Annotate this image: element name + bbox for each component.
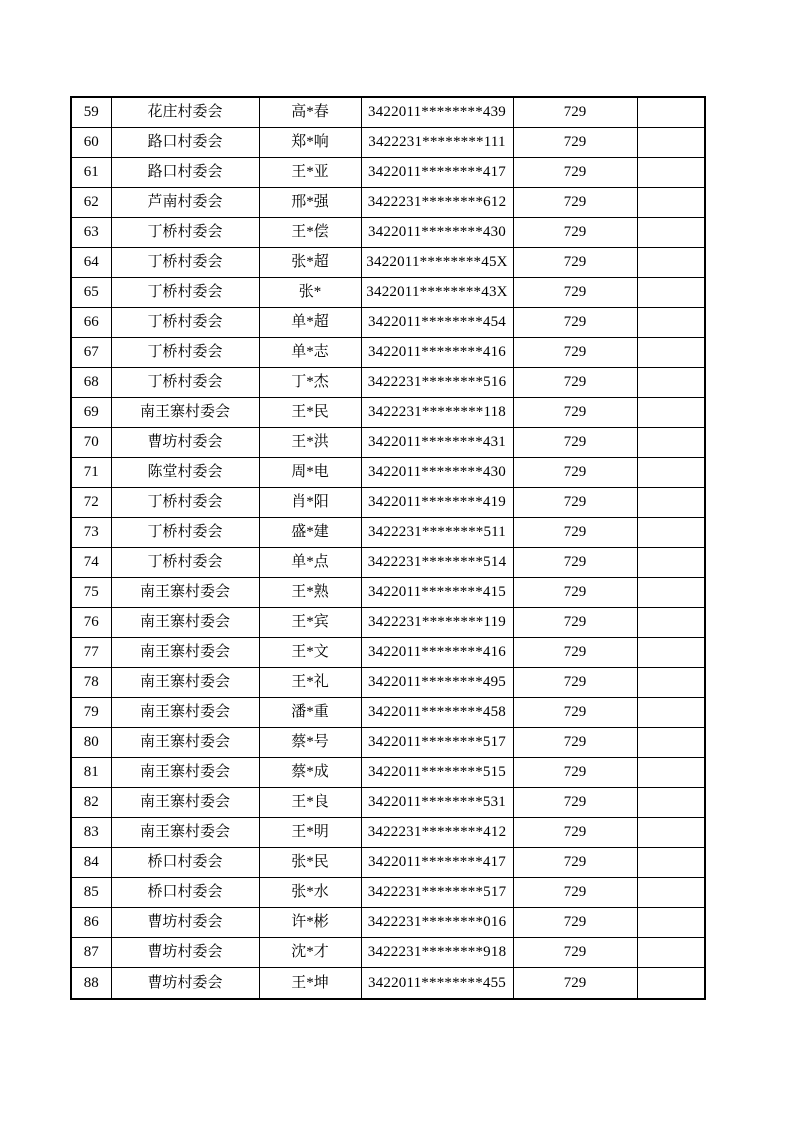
person-name-cell: 郑*响 xyxy=(259,128,361,158)
empty-note-cell xyxy=(637,608,705,638)
serial-number-cell: 74 xyxy=(71,548,111,578)
serial-number-cell: 70 xyxy=(71,428,111,458)
id-number-cell: 3422011********431 xyxy=(361,428,513,458)
person-name-cell: 周*电 xyxy=(259,458,361,488)
person-name-cell: 王*洪 xyxy=(259,428,361,458)
village-committee-cell: 路口村委会 xyxy=(111,128,259,158)
serial-number-cell: 80 xyxy=(71,728,111,758)
person-name-cell: 王*宾 xyxy=(259,608,361,638)
id-number-cell: 3422011********517 xyxy=(361,728,513,758)
empty-note-cell xyxy=(637,458,705,488)
serial-number-cell: 67 xyxy=(71,338,111,368)
empty-note-cell xyxy=(637,128,705,158)
amount-cell: 729 xyxy=(513,158,637,188)
amount-cell: 729 xyxy=(513,488,637,518)
serial-number-cell: 68 xyxy=(71,368,111,398)
serial-number-cell: 63 xyxy=(71,218,111,248)
serial-number-cell: 76 xyxy=(71,608,111,638)
id-number-cell: 3422231********412 xyxy=(361,818,513,848)
village-committee-cell: 南王寨村委会 xyxy=(111,818,259,848)
empty-note-cell xyxy=(637,788,705,818)
table-row xyxy=(71,338,705,368)
serial-number-cell: 72 xyxy=(71,488,111,518)
village-committee-cell: 陈堂村委会 xyxy=(111,458,259,488)
person-name-cell: 蔡*号 xyxy=(259,728,361,758)
village-committee-cell: 南王寨村委会 xyxy=(111,728,259,758)
serial-number-cell: 84 xyxy=(71,848,111,878)
amount-cell: 729 xyxy=(513,458,637,488)
amount-cell: 729 xyxy=(513,608,637,638)
serial-number-cell: 78 xyxy=(71,668,111,698)
village-committee-cell: 丁桥村委会 xyxy=(111,278,259,308)
empty-note-cell xyxy=(637,638,705,668)
table-row xyxy=(71,788,705,818)
empty-note-cell xyxy=(637,698,705,728)
person-name-cell: 王*熟 xyxy=(259,578,361,608)
id-number-cell: 3422011********531 xyxy=(361,788,513,818)
village-committee-cell: 桥口村委会 xyxy=(111,848,259,878)
person-name-cell: 潘*重 xyxy=(259,698,361,728)
amount-cell: 729 xyxy=(513,698,637,728)
table-row xyxy=(71,488,705,518)
serial-number-cell: 88 xyxy=(71,968,111,999)
table-row xyxy=(71,848,705,878)
serial-number-cell: 62 xyxy=(71,188,111,218)
empty-note-cell xyxy=(637,188,705,218)
empty-note-cell xyxy=(637,368,705,398)
person-name-cell: 王*民 xyxy=(259,398,361,428)
serial-number-cell: 87 xyxy=(71,938,111,968)
table-row xyxy=(71,818,705,848)
person-name-cell: 王*礼 xyxy=(259,668,361,698)
village-committee-cell: 曹坊村委会 xyxy=(111,968,259,999)
id-number-cell: 3422231********511 xyxy=(361,518,513,548)
serial-number-cell: 75 xyxy=(71,578,111,608)
amount-cell: 729 xyxy=(513,908,637,938)
table-row xyxy=(71,878,705,908)
table-row xyxy=(71,218,705,248)
id-number-cell: 3422011********455 xyxy=(361,968,513,999)
village-committee-cell: 南王寨村委会 xyxy=(111,668,259,698)
village-committee-cell: 芦南村委会 xyxy=(111,188,259,218)
id-number-cell: 3422011********458 xyxy=(361,698,513,728)
id-number-cell: 3422011********417 xyxy=(361,848,513,878)
id-number-cell: 3422011********495 xyxy=(361,668,513,698)
person-name-cell: 高*春 xyxy=(259,97,361,128)
person-name-cell: 单*志 xyxy=(259,338,361,368)
village-committee-cell: 丁桥村委会 xyxy=(111,218,259,248)
person-name-cell: 蔡*成 xyxy=(259,758,361,788)
amount-cell: 729 xyxy=(513,338,637,368)
id-number-cell: 3422011********416 xyxy=(361,338,513,368)
table-body xyxy=(71,97,705,999)
serial-number-cell: 86 xyxy=(71,908,111,938)
amount-cell: 729 xyxy=(513,278,637,308)
empty-note-cell xyxy=(637,548,705,578)
empty-note-cell xyxy=(637,938,705,968)
serial-number-cell: 69 xyxy=(71,398,111,428)
amount-cell: 729 xyxy=(513,788,637,818)
empty-note-cell xyxy=(637,578,705,608)
amount-cell: 729 xyxy=(513,188,637,218)
empty-note-cell xyxy=(637,338,705,368)
person-name-cell: 肖*阳 xyxy=(259,488,361,518)
table-row xyxy=(71,908,705,938)
table-row xyxy=(71,248,705,278)
id-number-cell: 3422231********119 xyxy=(361,608,513,638)
id-number-cell: 3422231********514 xyxy=(361,548,513,578)
person-name-cell: 张*水 xyxy=(259,878,361,908)
table-row xyxy=(71,458,705,488)
village-committee-cell: 曹坊村委会 xyxy=(111,428,259,458)
village-committee-cell: 曹坊村委会 xyxy=(111,908,259,938)
amount-cell: 729 xyxy=(513,128,637,158)
amount-cell: 729 xyxy=(513,97,637,128)
person-name-cell: 盛*建 xyxy=(259,518,361,548)
empty-note-cell xyxy=(637,308,705,338)
table-row xyxy=(71,308,705,338)
id-number-cell: 3422011********43X xyxy=(361,278,513,308)
empty-note-cell xyxy=(637,488,705,518)
serial-number-cell: 65 xyxy=(71,278,111,308)
serial-number-cell: 59 xyxy=(71,97,111,128)
table-row xyxy=(71,938,705,968)
village-committee-cell: 曹坊村委会 xyxy=(111,938,259,968)
table-row xyxy=(71,188,705,218)
village-committee-cell: 丁桥村委会 xyxy=(111,368,259,398)
amount-cell: 729 xyxy=(513,818,637,848)
table-row xyxy=(71,728,705,758)
serial-number-cell: 61 xyxy=(71,158,111,188)
village-committee-cell: 丁桥村委会 xyxy=(111,548,259,578)
amount-cell: 729 xyxy=(513,518,637,548)
beneficiary-table xyxy=(70,96,706,1000)
id-number-cell: 3422231********516 xyxy=(361,368,513,398)
village-committee-cell: 南王寨村委会 xyxy=(111,578,259,608)
table-row xyxy=(71,968,705,999)
empty-note-cell xyxy=(637,968,705,999)
amount-cell: 729 xyxy=(513,848,637,878)
empty-note-cell xyxy=(637,218,705,248)
table-row xyxy=(71,578,705,608)
id-number-cell: 3422011********45X xyxy=(361,248,513,278)
village-committee-cell: 南王寨村委会 xyxy=(111,398,259,428)
table-row xyxy=(71,428,705,458)
id-number-cell: 3422011********430 xyxy=(361,218,513,248)
amount-cell: 729 xyxy=(513,428,637,458)
table-row xyxy=(71,158,705,188)
person-name-cell: 王*文 xyxy=(259,638,361,668)
person-name-cell: 许*彬 xyxy=(259,908,361,938)
person-name-cell: 丁*杰 xyxy=(259,368,361,398)
id-number-cell: 3422231********517 xyxy=(361,878,513,908)
village-committee-cell: 南王寨村委会 xyxy=(111,788,259,818)
table-row xyxy=(71,668,705,698)
id-number-cell: 3422231********918 xyxy=(361,938,513,968)
id-number-cell: 3422011********415 xyxy=(361,578,513,608)
id-number-cell: 3422011********430 xyxy=(361,458,513,488)
serial-number-cell: 79 xyxy=(71,698,111,728)
serial-number-cell: 77 xyxy=(71,638,111,668)
person-name-cell: 张*超 xyxy=(259,248,361,278)
empty-note-cell xyxy=(637,398,705,428)
serial-number-cell: 85 xyxy=(71,878,111,908)
amount-cell: 729 xyxy=(513,878,637,908)
amount-cell: 729 xyxy=(513,368,637,398)
serial-number-cell: 73 xyxy=(71,518,111,548)
person-name-cell: 张*民 xyxy=(259,848,361,878)
empty-note-cell xyxy=(637,908,705,938)
empty-note-cell xyxy=(637,248,705,278)
empty-note-cell xyxy=(637,518,705,548)
table-row xyxy=(71,128,705,158)
village-committee-cell: 丁桥村委会 xyxy=(111,518,259,548)
person-name-cell: 张* xyxy=(259,278,361,308)
village-committee-cell: 丁桥村委会 xyxy=(111,308,259,338)
village-committee-cell: 桥口村委会 xyxy=(111,878,259,908)
amount-cell: 729 xyxy=(513,758,637,788)
serial-number-cell: 81 xyxy=(71,758,111,788)
id-number-cell: 3422011********454 xyxy=(361,308,513,338)
village-committee-cell: 南王寨村委会 xyxy=(111,638,259,668)
serial-number-cell: 60 xyxy=(71,128,111,158)
amount-cell: 729 xyxy=(513,548,637,578)
id-number-cell: 3422231********612 xyxy=(361,188,513,218)
serial-number-cell: 71 xyxy=(71,458,111,488)
empty-note-cell xyxy=(637,848,705,878)
village-committee-cell: 花庄村委会 xyxy=(111,97,259,128)
empty-note-cell xyxy=(637,428,705,458)
table-row xyxy=(71,278,705,308)
table-row xyxy=(71,638,705,668)
serial-number-cell: 82 xyxy=(71,788,111,818)
village-committee-cell: 南王寨村委会 xyxy=(111,758,259,788)
id-number-cell: 3422231********111 xyxy=(361,128,513,158)
id-number-cell: 3422011********439 xyxy=(361,97,513,128)
village-committee-cell: 丁桥村委会 xyxy=(111,248,259,278)
person-name-cell: 王*良 xyxy=(259,788,361,818)
person-name-cell: 单*超 xyxy=(259,308,361,338)
amount-cell: 729 xyxy=(513,308,637,338)
empty-note-cell xyxy=(637,728,705,758)
empty-note-cell xyxy=(637,668,705,698)
empty-note-cell xyxy=(637,158,705,188)
amount-cell: 729 xyxy=(513,398,637,428)
amount-cell: 729 xyxy=(513,248,637,278)
person-name-cell: 王*明 xyxy=(259,818,361,848)
serial-number-cell: 64 xyxy=(71,248,111,278)
id-number-cell: 3422011********515 xyxy=(361,758,513,788)
empty-note-cell xyxy=(637,818,705,848)
village-committee-cell: 南王寨村委会 xyxy=(111,608,259,638)
amount-cell: 729 xyxy=(513,218,637,248)
person-name-cell: 王*亚 xyxy=(259,158,361,188)
amount-cell: 729 xyxy=(513,638,637,668)
id-number-cell: 3422011********416 xyxy=(361,638,513,668)
person-name-cell: 王*偿 xyxy=(259,218,361,248)
id-number-cell: 3422011********417 xyxy=(361,158,513,188)
table-row xyxy=(71,97,705,128)
person-name-cell: 单*点 xyxy=(259,548,361,578)
amount-cell: 729 xyxy=(513,728,637,758)
empty-note-cell xyxy=(637,758,705,788)
amount-cell: 729 xyxy=(513,968,637,999)
amount-cell: 729 xyxy=(513,938,637,968)
amount-cell: 729 xyxy=(513,668,637,698)
table-row xyxy=(71,518,705,548)
village-committee-cell: 南王寨村委会 xyxy=(111,698,259,728)
table-row xyxy=(71,548,705,578)
person-name-cell: 沈*才 xyxy=(259,938,361,968)
village-committee-cell: 丁桥村委会 xyxy=(111,488,259,518)
empty-note-cell xyxy=(637,97,705,128)
village-committee-cell: 丁桥村委会 xyxy=(111,338,259,368)
village-committee-cell: 路口村委会 xyxy=(111,158,259,188)
table-row xyxy=(71,398,705,428)
serial-number-cell: 83 xyxy=(71,818,111,848)
amount-cell: 729 xyxy=(513,578,637,608)
table-row xyxy=(71,608,705,638)
id-number-cell: 3422231********118 xyxy=(361,398,513,428)
table-row xyxy=(71,758,705,788)
person-name-cell: 邢*强 xyxy=(259,188,361,218)
table-row xyxy=(71,698,705,728)
serial-number-cell: 66 xyxy=(71,308,111,338)
person-name-cell: 王*坤 xyxy=(259,968,361,999)
empty-note-cell xyxy=(637,278,705,308)
table-row xyxy=(71,368,705,398)
id-number-cell: 3422011********419 xyxy=(361,488,513,518)
empty-note-cell xyxy=(637,878,705,908)
id-number-cell: 3422231********016 xyxy=(361,908,513,938)
